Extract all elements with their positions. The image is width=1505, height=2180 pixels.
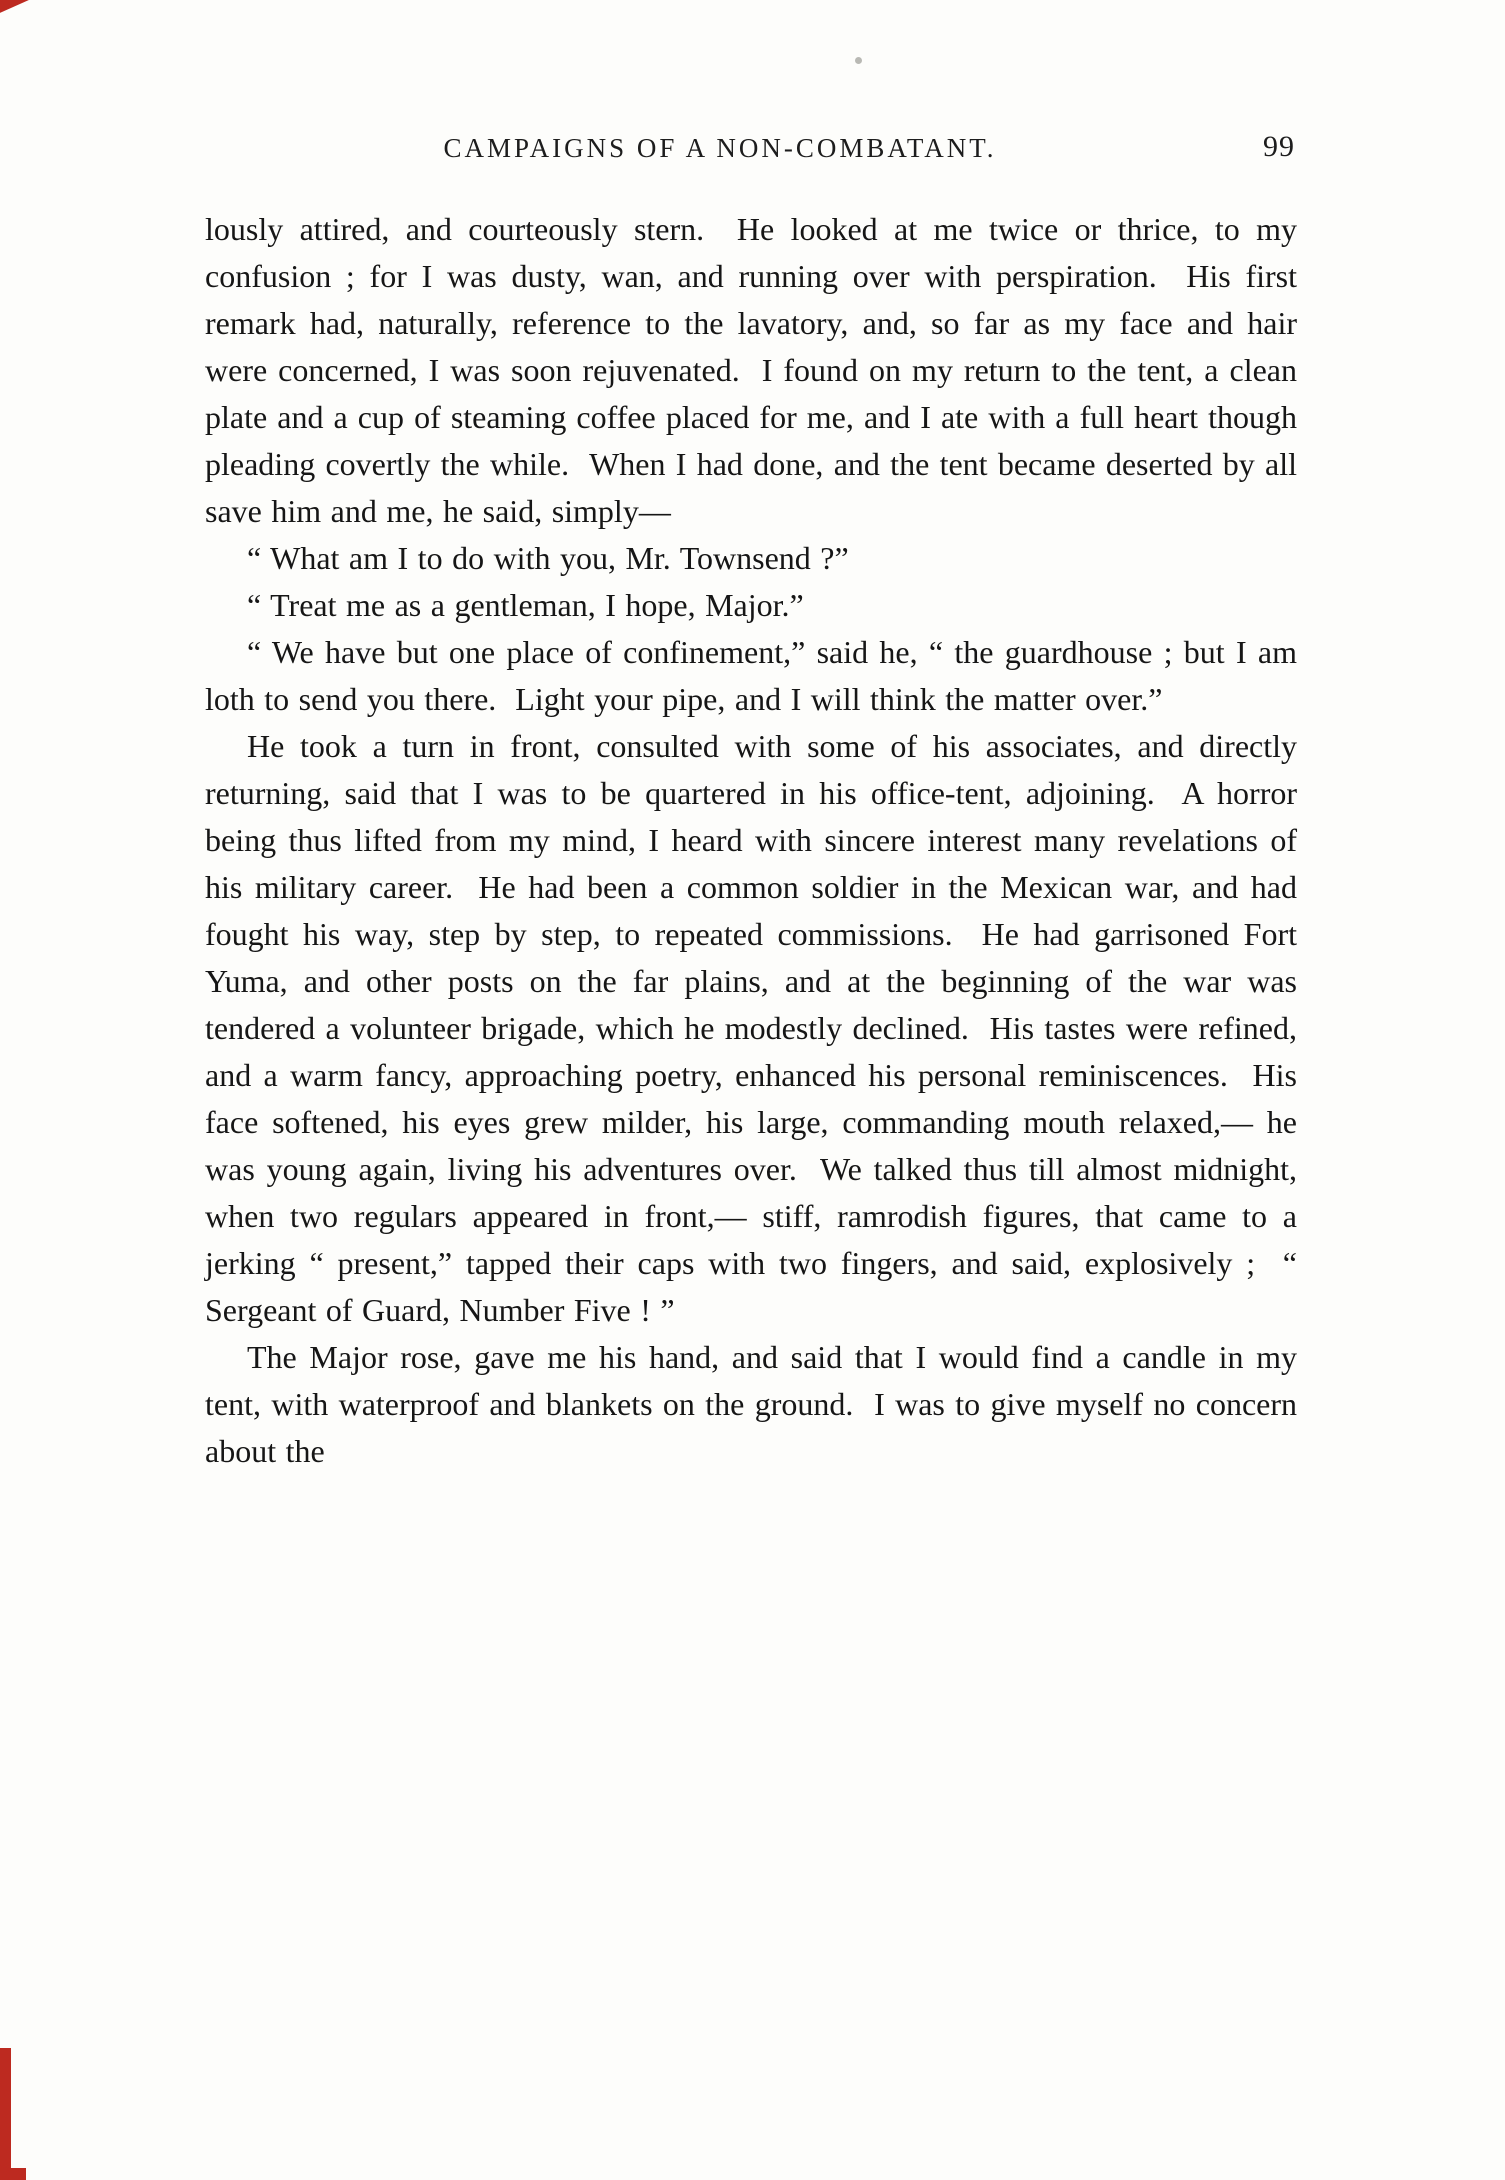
scan-ink-mark-bottom-left-foot (0, 2168, 26, 2180)
paragraph: “ We have but one place of confinement,” said he, “ the guardhouse ; but I am loth to send you there. Light your pipe, and I will think the matter over.” (205, 634, 1307, 717)
page-number: 99 (1263, 130, 1295, 163)
paragraph: “ What am I to do with you, Mr. Townsend ?” (247, 540, 849, 576)
paragraph: He took a turn in front, consulted with some of his associates, and directly returning, said that I was to be quartered in his office-tent, adjoining. A horror being thus lifted from my mind, I heard with sincere interest many revelations of his military career. He had been a common soldier in the Mexican war, and had fought his way, step by step, to repeated commissions. He had garrisoned Fort Yuma, and other posts on the far plains, and at the beginning of the war was tendered a volunteer brigade, which he modestly declined. His tastes were refined, and a warm fancy, approaching poetry, enhanced his personal reminiscences. His face softened, his eyes grew milder, his large, commanding mouth relaxed,— he was young again, living his adventures over. We talked thus till almost midnight, when two regulars appeared in front,— stiff, ramrodish figures, that came to a jerking “ present,” tapped their caps with two fingers, and said, explosively ; “ Sergeant of Guard, Number Five ! ” (205, 728, 1307, 1328)
paragraph: The Major rose, gave me his hand, and said that I would find a candle in my tent, with waterproof and blankets on the ground. I was to give myself no concern about the (205, 1339, 1307, 1469)
paragraph: “ Treat me as a gentleman, I hope, Major.” (247, 587, 804, 623)
scan-ink-mark-top-left (0, 0, 40, 14)
running-header-title: CAMPAIGNS OF A NON-COMBATANT. (443, 133, 997, 163)
scan-speck (855, 57, 862, 64)
scan-ink-mark-bottom-left (0, 2048, 11, 2180)
running-header (205, 130, 1295, 173)
paragraph: lously attired, and courteously stern. He looked at me twice or thrice, to my confusion ; for I was dusty, wan, and running over with perspiration. His first remark had, naturally, reference to the lavatory, and, so far as my face and hair were concerned, I was soon rejuvenated. I found on my return to the tent, a clean plate and a cup of steaming coffee placed for me, and I ate with a full heart though pleading covertly the while. When I had done, and the tent became deserted by all save him and me, he said, simply— (205, 211, 1307, 529)
body-text (205, 206, 1307, 1475)
